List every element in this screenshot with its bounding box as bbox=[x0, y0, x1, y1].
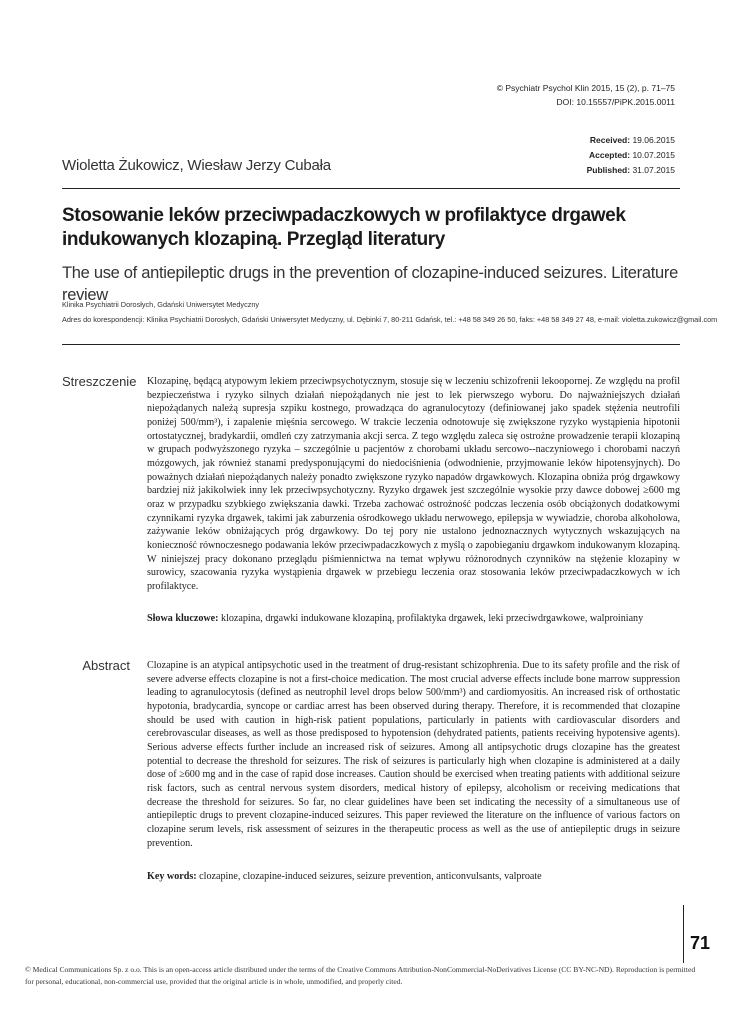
keywords-label: Key words: bbox=[147, 871, 197, 882]
header-divider bbox=[62, 188, 680, 189]
streszczenie-heading: Streszczenie bbox=[62, 374, 137, 389]
article-dates bbox=[587, 133, 675, 178]
journal-citation bbox=[497, 81, 675, 109]
accepted-date: Accepted: 10.07.2015 bbox=[588, 150, 675, 160]
title-line-2: indukowanych klozapiną. Przegląd literatury bbox=[62, 229, 445, 250]
article-title-polish bbox=[62, 204, 702, 252]
doi-line: DOI: 10.15557/PiPK.2015.0011 bbox=[556, 97, 675, 107]
title-line-1: Stosowanie leków przeciwpadaczkowych w profilaktyce drgawek bbox=[62, 205, 626, 226]
page-number-rule bbox=[683, 905, 684, 963]
keywords-list: clozapine, clozapine-induced seizures, seizure prevention, anticonvulsants, valproate bbox=[199, 871, 542, 882]
english-keywords bbox=[147, 870, 680, 884]
citation-line: © Psychiatr Psychol Klin 2015, 15 (2), p. 71–75 bbox=[496, 83, 675, 93]
affiliation: Klinika Psychiatrii Dorosłych, Gdański Uniwersytet Medyczny bbox=[62, 300, 260, 309]
license-notice: © Medical Communications Sp. z o.o. This is an open-access article distributed under the terms of the Creative Commons Attribution-NonCommercial-NoDerivatives License (CC BY-NC-ND). Reproduction is permitted for personal, educational, non-commercial use, provided that the original article is in whole, unmodified, and properly cited. bbox=[25, 965, 696, 986]
keywords-label: Słowa kluczowe: bbox=[147, 613, 219, 624]
streszczenie-text: Klozapinę, będącą atypowym lekiem przeciwpsychotycznym, stosuje się w leczeniu schizofrenii lekoopornej. Ze względu na profil bezpieczeństwa i ryzyko silnych działań niepożądanych nie jest to lek pierwszego wyboru. Do najważniejszych działań niepożądanych należą supresja szpiku kostnego, prowadząca do agranulocytozy (definiowanej jako spadek stężenia neutrofili poniżej 500/mm³), i zapalenie mięśnia sercowego. W trakcie leczenia odnotowuje się zwiększone ryzyko wystąpienia hipotonii ortostatycznej, bradykardii, omdleń czy zatrzymania akcji serca. Z tego względu zaleca się ostrożne prowadzenie terapii klozapiną w grupach podwyższonego ryzyka – szczególnie u pacjentów z chorobami układu sercowo--naczyniowego i chorobami naczyń mózgowych, jak również stanami predysponującymi do niedociśnienia (odwodnienie, przyjmowanie leków hipotensyjnych). Do poważnych działań niepożądanych należy ponadto zwiększone ryzyko napadów drgawkowych. Klozapina obniża próg drgawkowy bardziej niż jakikolwiek inny lek przeciwpsychotyczny. Ryzyko drgawek jest szczególnie wysokie przy dawce dobowej ≥600 mg oraz w przypadku szybkiego zwiększania dawki. Trzeba zachować ostrożność podczas leczenia osób obciążonych dodatkowymi czynnikami ryzyka drgawek, takimi jak zaburzenia ośrodkowego układu nerwowego, epilepsja w wywiadzie, choroba alkoholowa, zażywanie leków obniżających próg drgawkowy. Do tej pory nie ustalono jednoznacznych wytycznych wskazujących na konieczność równoczesnego podawania leków przeciwpadaczkowych z myślą o zapobieganiu drgawkom indukowanym klozapiną. W niniejszej pracy dokonano przeglądu piśmiennictwa na temat wpływu różnorodnych czynników na stężenie klozapiny w surowicy, szacowania ryzyka wystąpienia drgawek w przebiegu leczenia oraz stosowania leków przeciwpadaczkowych w ich profilaktyce. bbox=[147, 376, 680, 592]
correspondence-address: Adres do korespondencji: Klinika Psychiatrii Dorosłych, Gdański Uniwersytet Medyczny, ul. Dębinki 7, 80-211 Gdańsk, tel.: +48 58 349 26 50, faks: +48 58 349 27 48, e-mail: violetta.zukowicz@gmail.com bbox=[62, 315, 718, 324]
polish-keywords bbox=[147, 612, 680, 626]
affiliation-divider bbox=[62, 344, 680, 345]
page-number: 71 bbox=[690, 933, 711, 953]
keywords-list: klozapina, drgawki indukowane klozapiną, profilaktyka drgawek, leki przeciwdrgawkowe, walproiniany bbox=[221, 613, 644, 624]
received-date: Received: 19.06.2015 bbox=[589, 135, 675, 145]
abstract-heading: Abstract bbox=[82, 658, 130, 673]
abstract-text: Clozapine is an atypical antipsychotic used in the treatment of drug-resistant schizophrenia. Due to its safety profile and the risk of severe adverse effects clozapine is not a first-choice medication. The most crucial adverse effects include bone marrow suppression leading to agranulocytosis (defined as neutrophil level drops below 500/mm³) and cardiomyositis. An increased risk of orthostatic hypotonia, bradycardia, syncope or cardiac arrest has been observed during therapy. Therefore, it is recommended that clozapine should be used with caution in high-risk patient populations, particularly in patients with cardiovascular disorders and cerebrovascular diseases, as well as those predisposed to hypotension (dehydrated patients, patients receiving hypotensive agents). Serious adverse effects further include an increased risk of seizures. Among all antipsychotic drugs clozapine has the greatest potential to decrease the threshold for seizures. The risk of seizures is particularly high when clozapine is administered at a daily dose of ≥600 mg and in the case of rapid dose increases. Caution should be exercised when treating patients with additional seizure risk factors, such as central nervous system disorders, medical history of epilepsy, alcoholism or receiving medications that decrease the threshold for seizures. So far, no clear guidelines have been set indicating the necessity of a simultaneous use of antiepileptic drugs to prevent clozapine-induced seizures. This paper reviewed the literature on the influence of various factors on clozapine serum levels, risk assessment of seizures in the therapeutic process as well as the use of antiepileptic drugs in seizure prevention. bbox=[147, 660, 680, 849]
affiliation-block bbox=[62, 297, 717, 327]
published-date: Published: 31.07.2015 bbox=[586, 165, 675, 175]
article-title-english: The use of antiepileptic drugs in the prevention of clozapine-induced seizures. Literature review bbox=[62, 264, 678, 304]
author-list: Wioletta Żukowicz, Wiesław Jerzy Cubała bbox=[62, 157, 331, 174]
